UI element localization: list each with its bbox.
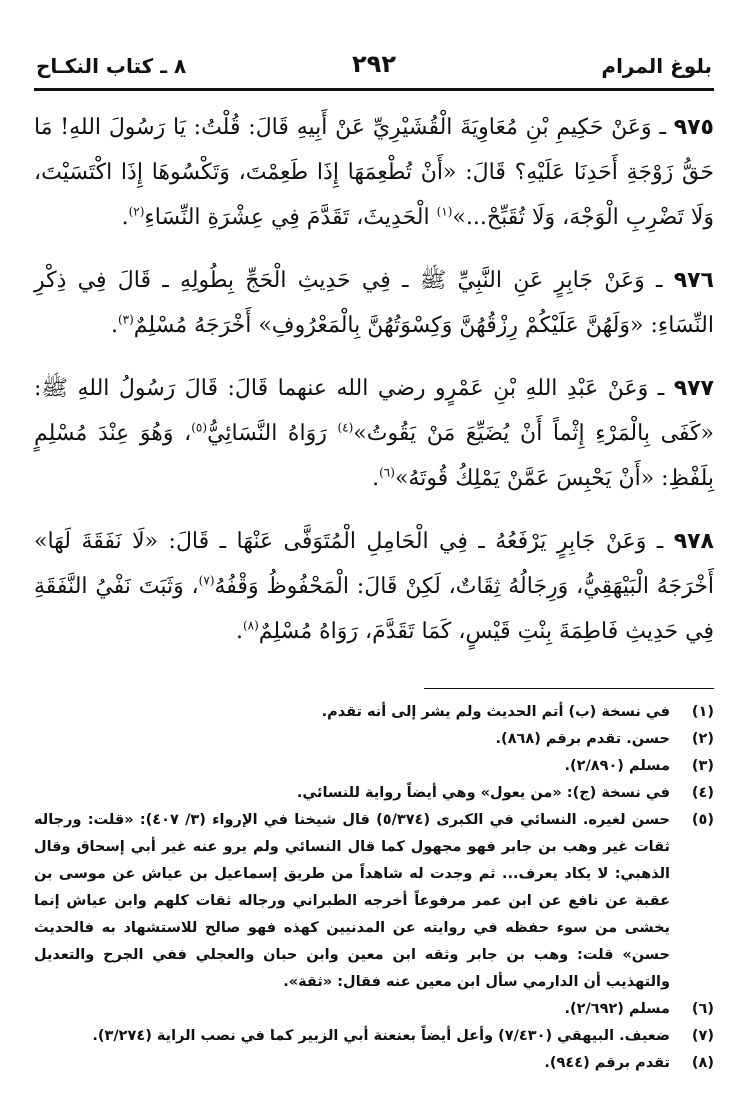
footnote-text: تقدم برقم (٩٤٤). [544,1055,670,1071]
footnote-text: حسن. تقدم برقم (٨٦٨). [495,731,670,747]
hadith-text: . [372,466,380,491]
hadith-text: ـ وَعَنْ حَكِيمِ بْنِ مُعَاوِيَةَ الْقُشَيْرِيِّ عَنْ أَبِيهِ قَالَ: قُلْتُ: يَا رَسُولَ اللهِ! مَا حَقُّ زَوْجَةِ أَحَدِنَا عَلَيْهِ؟ قَالَ: «أَنْ تُطْعِمَهَا إِذَا طَعِمْتَ، وَتَكْسُوهَا إِذَا اكْتَسَيْتَ، وَلَا تَضْرِبِ الْوَجْهَ، وَلَا تُقَبِّحْ...» [34,115,714,230]
hadith-number: ٩٧٦ [673,268,714,293]
footnote [34,1023,714,1050]
footnote [34,699,714,726]
footnote [34,1050,714,1077]
hadith-977 [34,366,714,501]
book-title: بلوغ المرام [601,54,712,78]
footnotes [34,699,714,1077]
hadith-text: ، وَهُوَ عِنْدَ مُسْلِمٍ بِلَفْظِ: «أَنْ يَحْبِسَ عَمَّنْ يَمْلِكُ قُوتَهُ» [34,421,714,491]
footnote-text: حسن لغيره. النسائي في الكبرى (٥/٣٧٤) قال شيخنا في الإرواء (٣/ ٤٠٧): «قلت: ورجاله ثقات غير وهب بن جابر فهو مجهول كما قال النسائي ولم يرو عنه غير أبي إسحاق وقال الذهبي: لا يكاد يعرف... ثم وجدت له شاهداً من طريق إسماعيل بن عياش عن موسى بن عقبة عن نافع عن ابن عمر مرفوعاً أخرجه الطبراني ورجاله ثقات كلهم وابن عياش إنما يخشى من سوء حفظه في روايته عن المدنيين كهذه فهو صالح للاستشهاد به فالحديث حسن» قلت: وهب بن جابر وثقه ابن معين وابن حبان والعجلي ففي الجرح والتعديل والتهذيب أن الدارمي سأل ابن معين عنه فقال: «ثقة». [34,812,670,990]
hadith-text: . [121,205,129,230]
footnote-separator [424,688,714,689]
footnote-ref[interactable]: (٥) [191,420,208,435]
hadith-text: . [110,313,118,338]
footnote-ref[interactable]: (٤) [337,420,354,435]
page-number: ٢٩٢ [352,50,396,78]
footnote [34,807,714,996]
hadith-text: ـ وَعَنْ عَبْدِ اللهِ بْنِ عَمْرٍو رضي الله عنهما قَالَ: قَالَ رَسُولُ اللهِ ﷺ: «كَفَى بِالْمَرْءِ إِثْماً أَنْ يُضَيِّعَ مَنْ يَقُوتُ» [34,376,714,446]
footnote-ref[interactable]: (٢) [128,204,145,219]
hadith-text: رَوَاهُ النَّسَائِيُّ [207,421,338,446]
footnote-number: (٨) [691,1055,714,1071]
chapter-title: ٨ ـ كتاب النكـاح [36,54,187,78]
hadith-978 [34,519,714,654]
footnote-text: في نسخة (ب) أتم الحديث ولم يشر إلى أنه تقدم. [321,704,670,720]
footnote-number: (١) [691,704,714,720]
footnote-text: ضعيف. البيهقي (٧/٤٣٠) وأعل أيضاً بعنعنة أبي الزبير كما في نصب الراية (٣/٢٧٤). [92,1028,670,1044]
footnote-number: (٣) [691,758,714,774]
hadith-976 [34,258,714,348]
footnote-text: مسلم (٢/٦٩٢). [564,1001,670,1017]
footnote-number: (٤) [691,785,714,801]
footnote [34,996,714,1023]
hadith-number: ٩٧٥ [673,115,714,140]
footnote-number: (٢) [691,731,714,747]
book-page [34,50,714,1077]
hadith-number: ٩٧٨ [673,529,714,554]
footnote [34,780,714,807]
footnote [34,753,714,780]
footnote-ref[interactable]: (١) [436,204,453,219]
hadith-text: . [235,619,243,644]
hadith-number: ٩٧٧ [673,376,714,401]
hadith-text: ـ وَعَنْ جَابِرٍ عَنِ النَّبِيِّ ﷺ ـ فِي حَدِيثِ الْحَجِّ بِطُولِهِ ـ قَالَ فِي ذِكْرِ النِّسَاءِ: «وَلَهُنَّ عَلَيْكُمْ رِزْقُهُنَّ وَكِسْوَتُهُنَّ بِالْمَعْرُوفِ» أَخْرَجَهُ مُسْلِمٌ [34,268,714,338]
hadith-text: ـ وَعَنْ جَابِرٍ يَرْفَعُهُ ـ فِي الْحَامِلِ الْمُتَوَفَّى عَنْهَا ـ قَالَ: «لَا نَفَقَةَ لَهَا» أَخْرَجَهُ الْبَيْهَقِيُّ، وَرِجَالُهُ ثِقَاتٌ، لَكِنْ قَالَ: الْمَحْفُوظُ وَقْفُهُ [34,529,714,599]
footnote-number: (٥) [691,812,714,828]
footnote-ref[interactable]: (٧) [198,573,215,588]
footnote-text: في نسخة (ج): «من يعول» وهي أيضاً رواية للنسائي. [296,785,670,801]
footnote-ref[interactable]: (٦) [379,465,395,480]
hadith-text: ، وَثَبَتَ نَفْيُ النَّفَقَةِ فِي حَدِيثِ فَاطِمَةَ بِنْتِ قَيْسٍ، كَمَا تَقَدَّمَ، رَوَاهُ مُسْلِمٌ [34,574,714,644]
hadith-text: الْحَدِيثَ، تَقَدَّمَ فِي عِشْرَةِ النِّسَاءِ [144,205,437,230]
footnote-number: (٧) [691,1028,714,1044]
footnote-ref[interactable]: (٨) [242,618,259,633]
footnote-ref[interactable]: (٣) [117,312,134,327]
footnote-number: (٦) [691,1001,714,1017]
page-header [34,50,714,91]
footnote-text: مسلم (٢/٨٩٠). [564,758,670,774]
footnote [34,726,714,753]
hadith-975 [34,105,714,240]
